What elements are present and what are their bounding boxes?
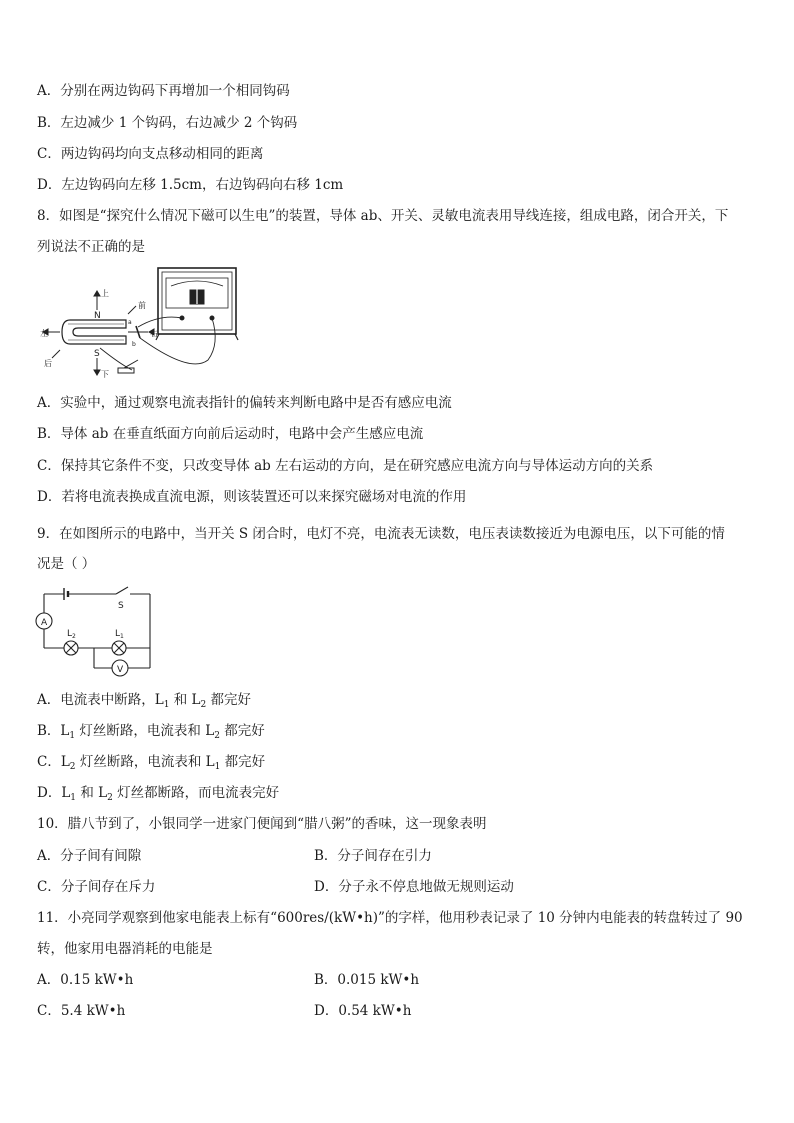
q8-stem-line1: 8．如图是“探究什么情况下磁可以生电”的装置，导体 ab、开关、灵敏电流表用导线连接，组成电路，闭合开关，下 bbox=[37, 208, 729, 224]
q9-option-d: D．$L_1$ 和 $L_2$ 灯丝都断路，而电流表完好 bbox=[37, 785, 280, 803]
switch-label: S bbox=[118, 601, 124, 611]
label-b: b bbox=[132, 341, 136, 348]
q11-option-a: A．0.15 kW•h bbox=[37, 972, 134, 988]
q10-stem: 10．腊八节到了，小银同学一进家门便闻到“腊八粥”的香味，这一现象表明 bbox=[37, 816, 487, 832]
q9-circuit-diagram bbox=[34, 584, 158, 680]
q11-option-d: D．0.54 kW•h bbox=[314, 1003, 412, 1019]
q8-stem-line2: 列说法不正确的是 bbox=[37, 239, 145, 255]
q9-stem-line1: 9．在如图所示的电路中，当开关 S 闭合时，电灯不亮，电流表无读数，电压表读数接近为电源电压，以下可能的情 bbox=[37, 526, 725, 542]
q10-option-b: B．分子间存在引力 bbox=[314, 848, 432, 864]
label-north: N bbox=[94, 311, 101, 321]
q10-option-d: D．分子永不停息地做无规则运动 bbox=[314, 879, 514, 895]
label-up: 上 bbox=[101, 289, 109, 298]
lamp2-label: $L_2$ bbox=[67, 629, 76, 640]
q11-stem-line2: 转，他家用电器消耗的电能是 bbox=[37, 941, 213, 957]
q9-option-b: B．$L_1$ 灯丝断路，电流表和 $L_2$ 都完好 bbox=[37, 723, 265, 741]
q8-option-c: C．保持其它条件不变，只改变导体 ab 左右运动的方向，是在研究感应电流方向与导体运动方向的关系 bbox=[37, 458, 654, 474]
q9-stem-line2: 况是（ ） bbox=[37, 556, 96, 572]
label-right: 右 bbox=[150, 329, 158, 338]
q9-option-c: C．$L_2$ 灯丝断路，电流表和 $L_1$ 都完好 bbox=[37, 754, 266, 772]
q11-option-c: C．5.4 kW•h bbox=[37, 1003, 126, 1019]
q10-option-c: C．分子间存在斥力 bbox=[37, 879, 156, 895]
label-front: 前 bbox=[138, 301, 146, 310]
label-down: 下 bbox=[101, 370, 109, 379]
q8-option-d: D．若将电流表换成直流电源，则该装置还可以来探究磁场对电流的作用 bbox=[37, 489, 467, 505]
q9-option-a: A．电流表中断路，$L_1$ 和 $L_2$ 都完好 bbox=[37, 692, 252, 710]
q7-option-d: D．左边钩码向左移 1.5cm，右边钩码向右移 1cm bbox=[37, 177, 344, 193]
q10-option-a: A．分子间有间隙 bbox=[37, 848, 142, 864]
q7-option-c: C．两边钩码均向支点移动相同的距离 bbox=[37, 146, 264, 162]
galvanometer bbox=[156, 268, 238, 340]
label-a: a bbox=[128, 319, 132, 326]
label-back: 后 bbox=[44, 359, 52, 368]
label-south: S bbox=[94, 349, 100, 359]
q8-option-b: B．导体 ab 在垂直纸面方向前后运动时，电路中会产生感应电流 bbox=[37, 426, 424, 442]
q7-option-a: A．分别在两边钩码下再增加一个相同钩码 bbox=[37, 83, 290, 99]
q11-stem-line1: 11．小亮同学观察到他家电能表上标有“600res/(kW•h)”的字样，他用秒表记录了 10 分钟内电能表的转盘转过了 90 bbox=[37, 910, 743, 926]
q7-option-b: B．左边减少 1 个钩码，右边减少 2 个钩码 bbox=[37, 115, 298, 131]
q11-option-b: B．0.015 kW•h bbox=[314, 972, 420, 988]
voltmeter-label: V bbox=[117, 665, 124, 675]
ammeter-label: A bbox=[41, 618, 48, 628]
lamp1-label: $L_1$ bbox=[115, 629, 124, 640]
q8-induction-apparatus-figure bbox=[40, 264, 250, 386]
label-left: 左 bbox=[40, 329, 48, 338]
switch bbox=[118, 360, 138, 373]
q8-option-a: A．实验中，通过观察电流表指针的偏转来判断电路中是否有感应电流 bbox=[37, 395, 452, 411]
